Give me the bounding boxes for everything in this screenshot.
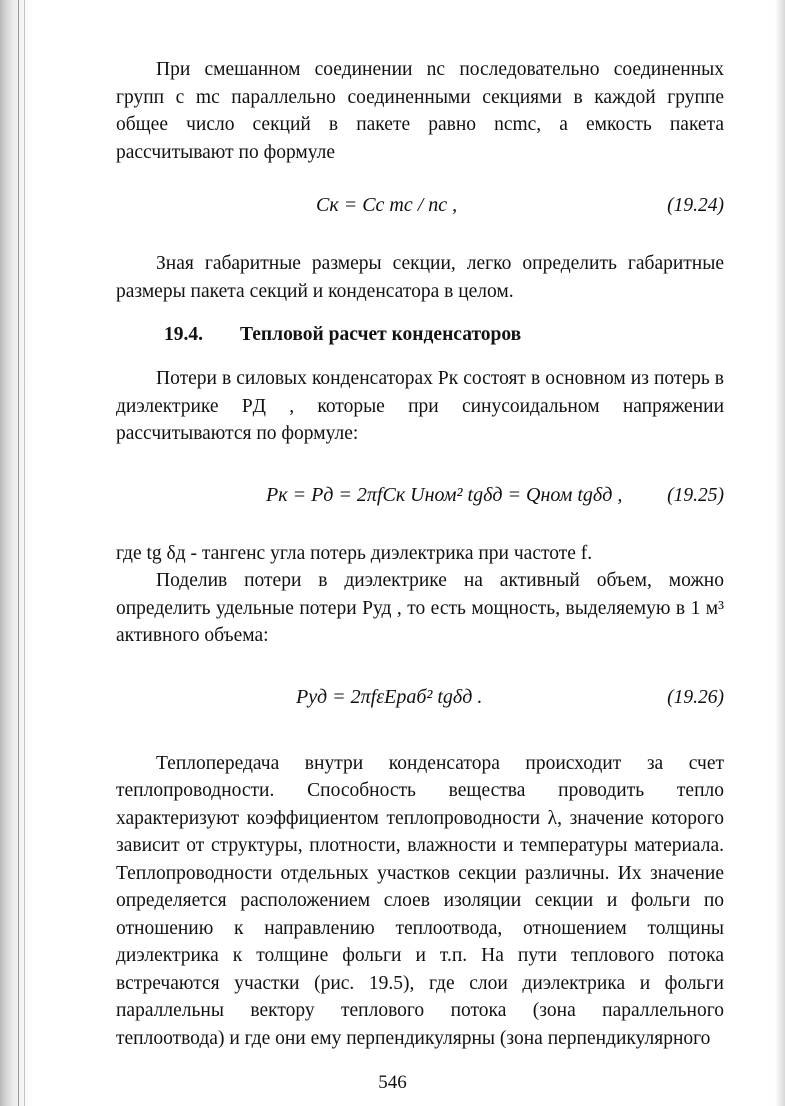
paragraph-dimensions: Зная габаритные размеры секции, легко определить габаритные размеры пакета секций и конденсатора в целом. [116,253,724,302]
paragraph-specific-losses: Поделив потери в диэлектрике на активный объем, можно определить удельные потери Pуд , то есть мощность, выделяемую в 1 м³ активного объема: [116,570,724,646]
page-body [116,56,724,1052]
paragraph-losses: Потери в силовых конденсаторах Pк состоят в основном из потерь в диэлектрике PД , которые при синусоидальном напряжении рассчитываются по формуле: [116,368,724,444]
section-number: 19.4. [164,324,203,345]
formula-19-25 [116,470,724,526]
paragraph-heat-transfer: Теплопередача внутри конденсатора происходит за счет теплопроводности. Способность вещества проводить тепло характеризуют коэффициентом теплопроводности λ, значение которого зависит от структуры, плотности, влажности и температуры материала. Теплопроводности отдельных участков секции различны. Их значение определяется расположением слоев изоляции секции и фольги по отношению к направлению теплоотвода, отношением толщины диэлектрика к толщине фольги и т.п. На пути теплового потока встречаются участки (рис. 19.5), где слои диэлектрика и фольги параллельны вектору теплового потока (зона параллельного теплоотвода) и где они ему перпендикулярны (зона перпендикулярного [116,752,724,1049]
formula-19-26 [116,672,724,728]
formula-19-24 [116,180,724,236]
paragraph-tangent-definition: где tg δд - тангенс угла потерь диэлектрика при частоте f. [116,542,593,564]
section-title: Тепловой расчет конденсаторов [240,324,522,345]
formula-19-24-number: (19.24) [667,195,724,216]
page-edge-line [18,0,19,1106]
section-heading [116,305,724,365]
formula-19-26-number: (19.26) [667,686,724,708]
formula-19-25-number: (19.25) [667,484,724,506]
paragraph-mixed-connection: При смешанном соединении nc последовательно соединенных групп с mc параллельно соединенными секциями в каждой группе общее число секций в пакете равно ncmc, а емкость пакета рассчитывают по формуле [116,59,724,163]
page-edge-line-inner [24,0,25,1106]
page-right-edge [775,0,785,1106]
formula-19-25-expression: Pк = Pд = 2πfCк Uном² tgδд = Qном tgδд , [266,483,623,506]
formula-19-24-expression: Cк = Cc mc / nc , [316,194,458,216]
page-number: 546 [378,1072,407,1093]
page-edge-shadow [0,0,34,1106]
formula-19-26-expression: Pуд = 2πfεEраб² tgδд . [296,685,483,708]
